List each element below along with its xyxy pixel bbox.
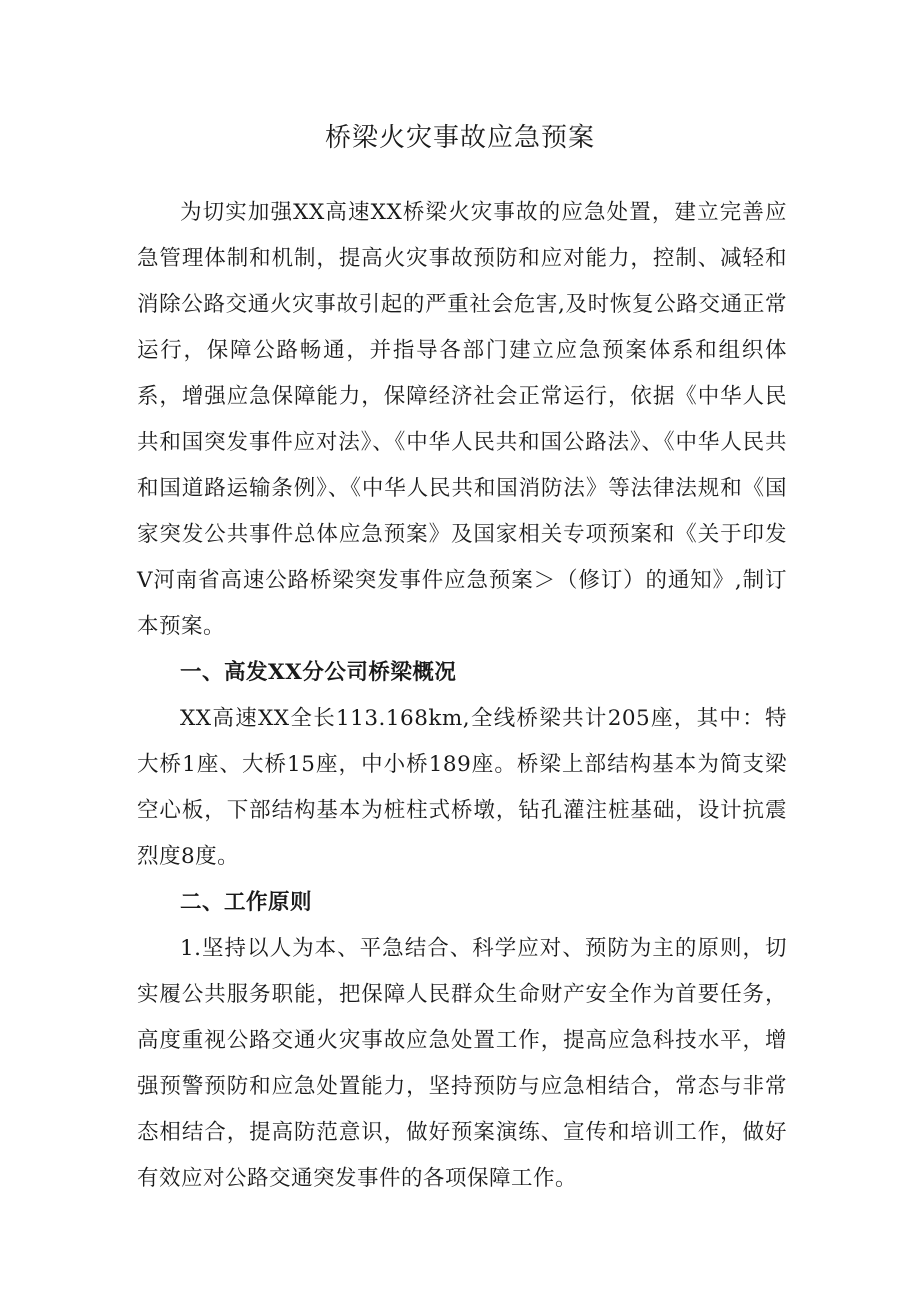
document-body: [137, 190, 787, 1202]
section-1-heading: 一、高发XX分公司桥梁概况: [180, 660, 457, 685]
section-2-heading: 二、工作原则: [180, 890, 313, 915]
document-title: 桥梁火灾事故应急预案: [324, 123, 595, 153]
intro-paragraph: 为切实加强XX高速XX桥梁火灾事故的应急处置，建立完善应急管理体制和机制，提高火灾事故预防和应对能力，控制、减轻和消除公路交通火灾事故引起的严重社会危害,及时恢复公路交通正常运行，保障公路畅通，并指导各部门建立应急预案体系和组织体系，增强应急保障能力，保障经济社会正常运行，依据《中华人民共和国突发事件应对法》、《中华人民共和国公路法》、《中华人民共和国道路运输条例》、《中华人民共和国消防法》等法律法规和《国家突发公共事件总体应急预案》及国家相关专项预案和《关于印发Ⅴ河南省高速公路桥梁突发事件应急预案＞（修订）的通知》,制订本预案。: [137, 200, 787, 639]
section-2-item-1: 1.坚持以人为本、平急结合、科学应对、预防为主的原则，切实履公共服务职能，把保障人民群众生命财产安全作为首要任务，高度重视公路交通火灾事故应急处置工作，提高应急科技水平，增强预警预防和应急处置能力，坚持预防与应急相结合，常态与非常态相结合，提高防范意识，做好预案演练、宣传和培训工作，做好有效应对公路交通突发事件的各项保障工作。: [137, 936, 787, 1191]
section-1-paragraph: XX高速XX全长113.168km,全线桥梁共计205座，其中：特大桥1座、大桥15座，中小桥189座。桥梁上部结构基本为简支梁空心板，下部结构基本为桩柱式桥墩，钻孔灌注桩基础，设计抗震烈度8度。: [137, 706, 787, 869]
